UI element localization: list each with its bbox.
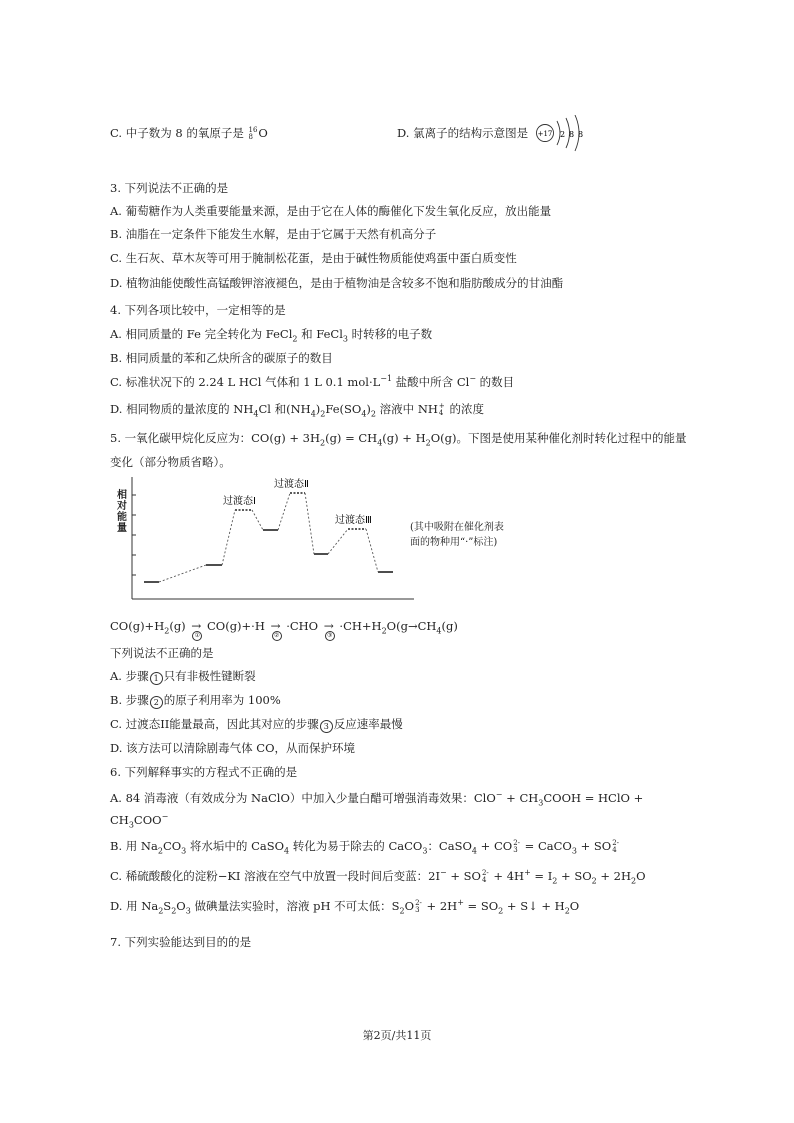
q5-option-c: [110, 716, 403, 733]
step-circle: 3: [320, 720, 333, 733]
q6-a-part: A. 84 消毒液（有效成分为 NaClO）中加入少量白醋可增强消毒效果：ClO: [110, 791, 496, 805]
pathway-part: (g): [441, 619, 458, 633]
subscript: 2: [381, 626, 387, 636]
q6-d-part: S: [163, 899, 172, 913]
q4-c-part: 的数目: [476, 375, 515, 389]
shell-3-electrons: 8: [578, 130, 584, 139]
q5-sub-stem: 下列说法不正确的是: [110, 646, 214, 660]
ion-charge: 2-: [513, 839, 521, 847]
q5-b-part: B. 步骤: [110, 693, 149, 707]
q4-d-part: Cl 和(NH: [258, 402, 311, 416]
step-number: ①: [192, 631, 202, 641]
q4-d-part: ): [366, 402, 371, 416]
step-number: ②: [272, 631, 282, 641]
q5-reaction-pathway: [110, 618, 458, 639]
q2-d-text: D. 氯离子的结构示意图是: [397, 126, 529, 140]
pathway-part: ·CHO: [286, 619, 322, 633]
q6-b-part: CO: [162, 839, 182, 853]
q6-stem: 6. 下列解释事实的方程式不正确的是: [110, 765, 298, 779]
ts3-label: 过渡态Ⅲ: [335, 515, 372, 526]
q6-option-a: [110, 790, 643, 806]
ammonium-ion-charge: [439, 403, 445, 417]
chart-note-line-2: 面的物种用“·”标注): [410, 537, 498, 548]
subscript: 3: [185, 906, 191, 916]
subscript: 3: [181, 846, 187, 856]
pathway-part: CO(g)+H: [110, 619, 165, 633]
q6-b-part: B. 用 Na: [110, 839, 158, 853]
step-circle: 1: [150, 672, 163, 685]
subscript: 2: [370, 409, 377, 419]
step-arrow-2: → ②: [270, 619, 281, 639]
pathway-part: (g): [169, 619, 186, 633]
chloride-ion-structure-diagram: [535, 115, 595, 155]
y-axis-label: 相对能量: [117, 490, 127, 534]
superscript: −1: [380, 374, 393, 384]
q6-c-part: + SO: [557, 869, 592, 883]
chart-note: [410, 520, 504, 550]
page-footer: 第2页/共11页: [362, 1029, 432, 1042]
ion-charge: 2-: [612, 839, 620, 847]
q6-option-c: [110, 868, 646, 884]
q6-d-part: O: [569, 899, 580, 913]
subscript: 2: [319, 438, 326, 448]
q5-b-part: 的原子利用率为 100%: [163, 693, 281, 707]
q4-option-a: [110, 326, 432, 342]
subscript: 4: [361, 409, 367, 419]
q5-c-part: 反应速率最慢: [333, 717, 403, 731]
subscript: 4: [471, 846, 477, 856]
connecting-paths: [159, 493, 378, 582]
q3-option-c: C. 生石灰、草木灰等可用于腌制松花蛋，是由于碱性物质能使鸡蛋中蛋白质变性: [110, 251, 517, 265]
q6-b-part: + CO: [477, 839, 513, 853]
q4-d-part: Fe(SO: [325, 402, 362, 416]
oxygen-isotope-notation: [248, 127, 257, 141]
q2-c-text: C. 中子数为 8 的氧原子是: [110, 126, 244, 140]
q6-b-part: 转化为易于除去的 CaCO: [289, 839, 423, 853]
ts2-label: 过渡态Ⅱ: [274, 479, 309, 490]
q5-a-part: A. 步骤: [110, 669, 149, 683]
ion-subscript: 4: [481, 876, 487, 884]
ion-subscript: 4: [438, 409, 444, 417]
q5-stem-line2: 变化（部分物质省略）。: [110, 455, 231, 469]
subscript: 4: [436, 626, 442, 636]
q6-c-part: = I: [530, 869, 553, 883]
step-number: ③: [325, 631, 335, 641]
subscript: 3: [128, 820, 134, 830]
superscript: +: [457, 898, 464, 908]
q5-c-part: C. 过渡态II能量最高，因此其对应的步骤: [110, 717, 319, 731]
ion-charge: 2-: [415, 899, 422, 907]
subscript: 4: [253, 409, 259, 419]
ion-charge: +: [438, 402, 445, 410]
superscript: −: [495, 790, 503, 800]
step-circle: 2: [150, 696, 163, 709]
subscript: 2: [157, 846, 163, 856]
q5-stem: [110, 430, 686, 446]
subscript: 3: [342, 334, 349, 344]
subscript: 2: [591, 876, 597, 886]
q4-d-part: D. 相同物质的量浓度的 NH: [110, 402, 254, 416]
q7-stem: 7. 下列实验能达到目的的是: [110, 935, 252, 949]
step-arrow-1: → ①: [191, 619, 202, 639]
nucleus-charge: +17: [537, 130, 553, 138]
step-arrow-3: → ③: [323, 619, 334, 639]
q4-d-part: 溶液中 NH: [376, 402, 438, 416]
shell-1-electrons: 2: [560, 130, 566, 139]
q6-a-part: COO: [133, 813, 162, 827]
q6-b-part: = CaCO: [521, 839, 572, 853]
pathway-part: CO(g)+·H: [206, 619, 269, 633]
q6-b-part: 将水垢中的 CaSO: [186, 839, 285, 853]
q6-d-part: + 2H: [422, 899, 458, 913]
sulfate-ion-charge: [612, 840, 619, 854]
q6-option-b: [110, 838, 620, 854]
q6-d-part: O: [404, 899, 415, 913]
subscript: 2: [158, 906, 164, 916]
ion-subscript: 4: [612, 846, 617, 854]
q6-a-part: CH: [110, 813, 129, 827]
q3-option-d: D. 植物油能使酸性高锰酸钾溶液褪色，是由于植物油是含较多不饱和脂肪酸成分的甘油酯: [110, 276, 564, 290]
q4-option-d: [110, 401, 484, 417]
q4-stem: 4. 下列各项比较中，一定相等的是: [110, 303, 286, 317]
subscript: 3: [538, 798, 544, 808]
carbonate-ion-charge: [513, 840, 520, 854]
subscript: 2: [292, 334, 298, 344]
q5-option-d: D. 该方法可以清除剧毒气体 CO，从而保护环境: [110, 741, 356, 755]
q4-option-c: [110, 374, 514, 390]
q5-option-b: [110, 692, 281, 709]
subscript: 2: [171, 906, 177, 916]
q6-b-part: + SO: [576, 839, 612, 853]
q6-d-part: 做碘量法实验时，溶液 pH 不可太低：S: [190, 899, 400, 913]
subscript: 2: [552, 876, 558, 886]
q5-a-part: 只有非极性键断裂: [163, 669, 256, 683]
subscript: 2: [164, 626, 170, 636]
subscript: 4: [284, 846, 290, 856]
q6-d-part: D. 用 Na: [110, 899, 159, 913]
superscript: −: [439, 868, 447, 878]
ion-charge: 2-: [481, 869, 489, 877]
subscript: 3: [571, 846, 577, 856]
superscript: −: [469, 374, 477, 384]
subscript: 2: [399, 906, 405, 916]
subscript: 2: [631, 876, 637, 886]
q6-c-part: C. 稀硫酸酸化的淀粉−KI 溶液在空气中放置一段时间后变蓝：2I: [110, 869, 440, 883]
y-axis-ticks: [132, 495, 136, 575]
q3-stem: 3. 下列说法不正确的是: [110, 181, 229, 195]
q6-d-part: = SO: [463, 899, 499, 913]
superscript: +: [524, 868, 531, 878]
thiosulfate-ion-charge: [415, 900, 422, 914]
q4-a-part: 和 FeCl: [297, 327, 343, 341]
subscript: 3: [422, 846, 428, 856]
sulfate-ion-charge: [482, 870, 489, 884]
energy-profile-diagram: [128, 475, 418, 605]
subscript: 2: [564, 906, 570, 916]
mass-number: 16: [248, 126, 258, 134]
element-symbol: O: [258, 126, 268, 140]
q4-a-part: 时转移的电子数: [348, 327, 433, 341]
q6-d-part: + S↓ + H: [503, 899, 565, 913]
q6-c-part: O: [636, 869, 646, 883]
q6-option-a-cont: [110, 812, 168, 828]
pathway-part: O(g→CH: [386, 619, 437, 633]
q6-c-part: + SO: [446, 869, 481, 883]
subscript: 2: [320, 409, 326, 419]
atomic-number: 8: [248, 133, 253, 141]
q4-c-part: C. 标准状况下的 2.24 L HCl 气体和 1 L 0.1 mol·L: [110, 375, 381, 389]
shell-2-electrons: 8: [569, 130, 575, 139]
q4-a-part: A. 相同质量的 Fe 完全转化为 FeCl: [110, 327, 293, 341]
q6-a-part: + CH: [502, 791, 539, 805]
subscript: 2: [425, 438, 431, 448]
ion-subscript: 3: [415, 906, 420, 914]
pathway-part: ·CH+H: [339, 619, 382, 633]
q5-stem-part: (g) + H: [382, 431, 426, 445]
q6-c-part: + 2H: [596, 869, 632, 883]
q5-stem-part: 5. 一氧化碳甲烷化反应为：CO(g) + 3H: [110, 431, 320, 445]
subscript: 4: [377, 438, 383, 448]
q4-d-part: ): [315, 402, 321, 416]
superscript: −: [161, 812, 169, 822]
q5-option-a: [110, 668, 256, 685]
q3-option-a: A. 葡萄糖作为人类重要能量来源，是由于它在人体的酶催化下发生氧化反应，放出能量: [110, 204, 552, 218]
chart-note-line-1: (其中吸附在催化剂表: [410, 522, 504, 533]
q2-option-d: [397, 125, 528, 141]
subscript: 4: [310, 409, 316, 419]
q6-d-part: O: [176, 899, 186, 913]
q4-c-part: 盐酸中所含 Cl: [392, 375, 470, 389]
subscript: 2: [498, 906, 504, 916]
ion-subscript: 3: [513, 846, 518, 854]
ts1-label: 过渡态Ⅰ: [223, 496, 256, 507]
q6-c-part: + 4H: [489, 869, 525, 883]
q2-option-c: [110, 125, 268, 141]
q4-d-part: 的浓度: [445, 402, 484, 416]
q6-b-part: ：CaSO: [427, 839, 472, 853]
q5-stem-part: O(g)。下图是使用某种催化剂时转化过程中的能量: [430, 431, 687, 445]
q3-option-b: B. 油脂在一定条件下能发生水解，是由于它属于天然有机高分子: [110, 227, 437, 241]
q6-a-part: COOH = HClO +: [543, 791, 644, 805]
q6-option-d: [110, 898, 579, 914]
q4-option-b: B. 相同质量的苯和乙炔所含的碳原子的数目: [110, 351, 333, 365]
q5-stem-part: (g) = CH: [325, 431, 378, 445]
energy-levels: [144, 530, 393, 582]
